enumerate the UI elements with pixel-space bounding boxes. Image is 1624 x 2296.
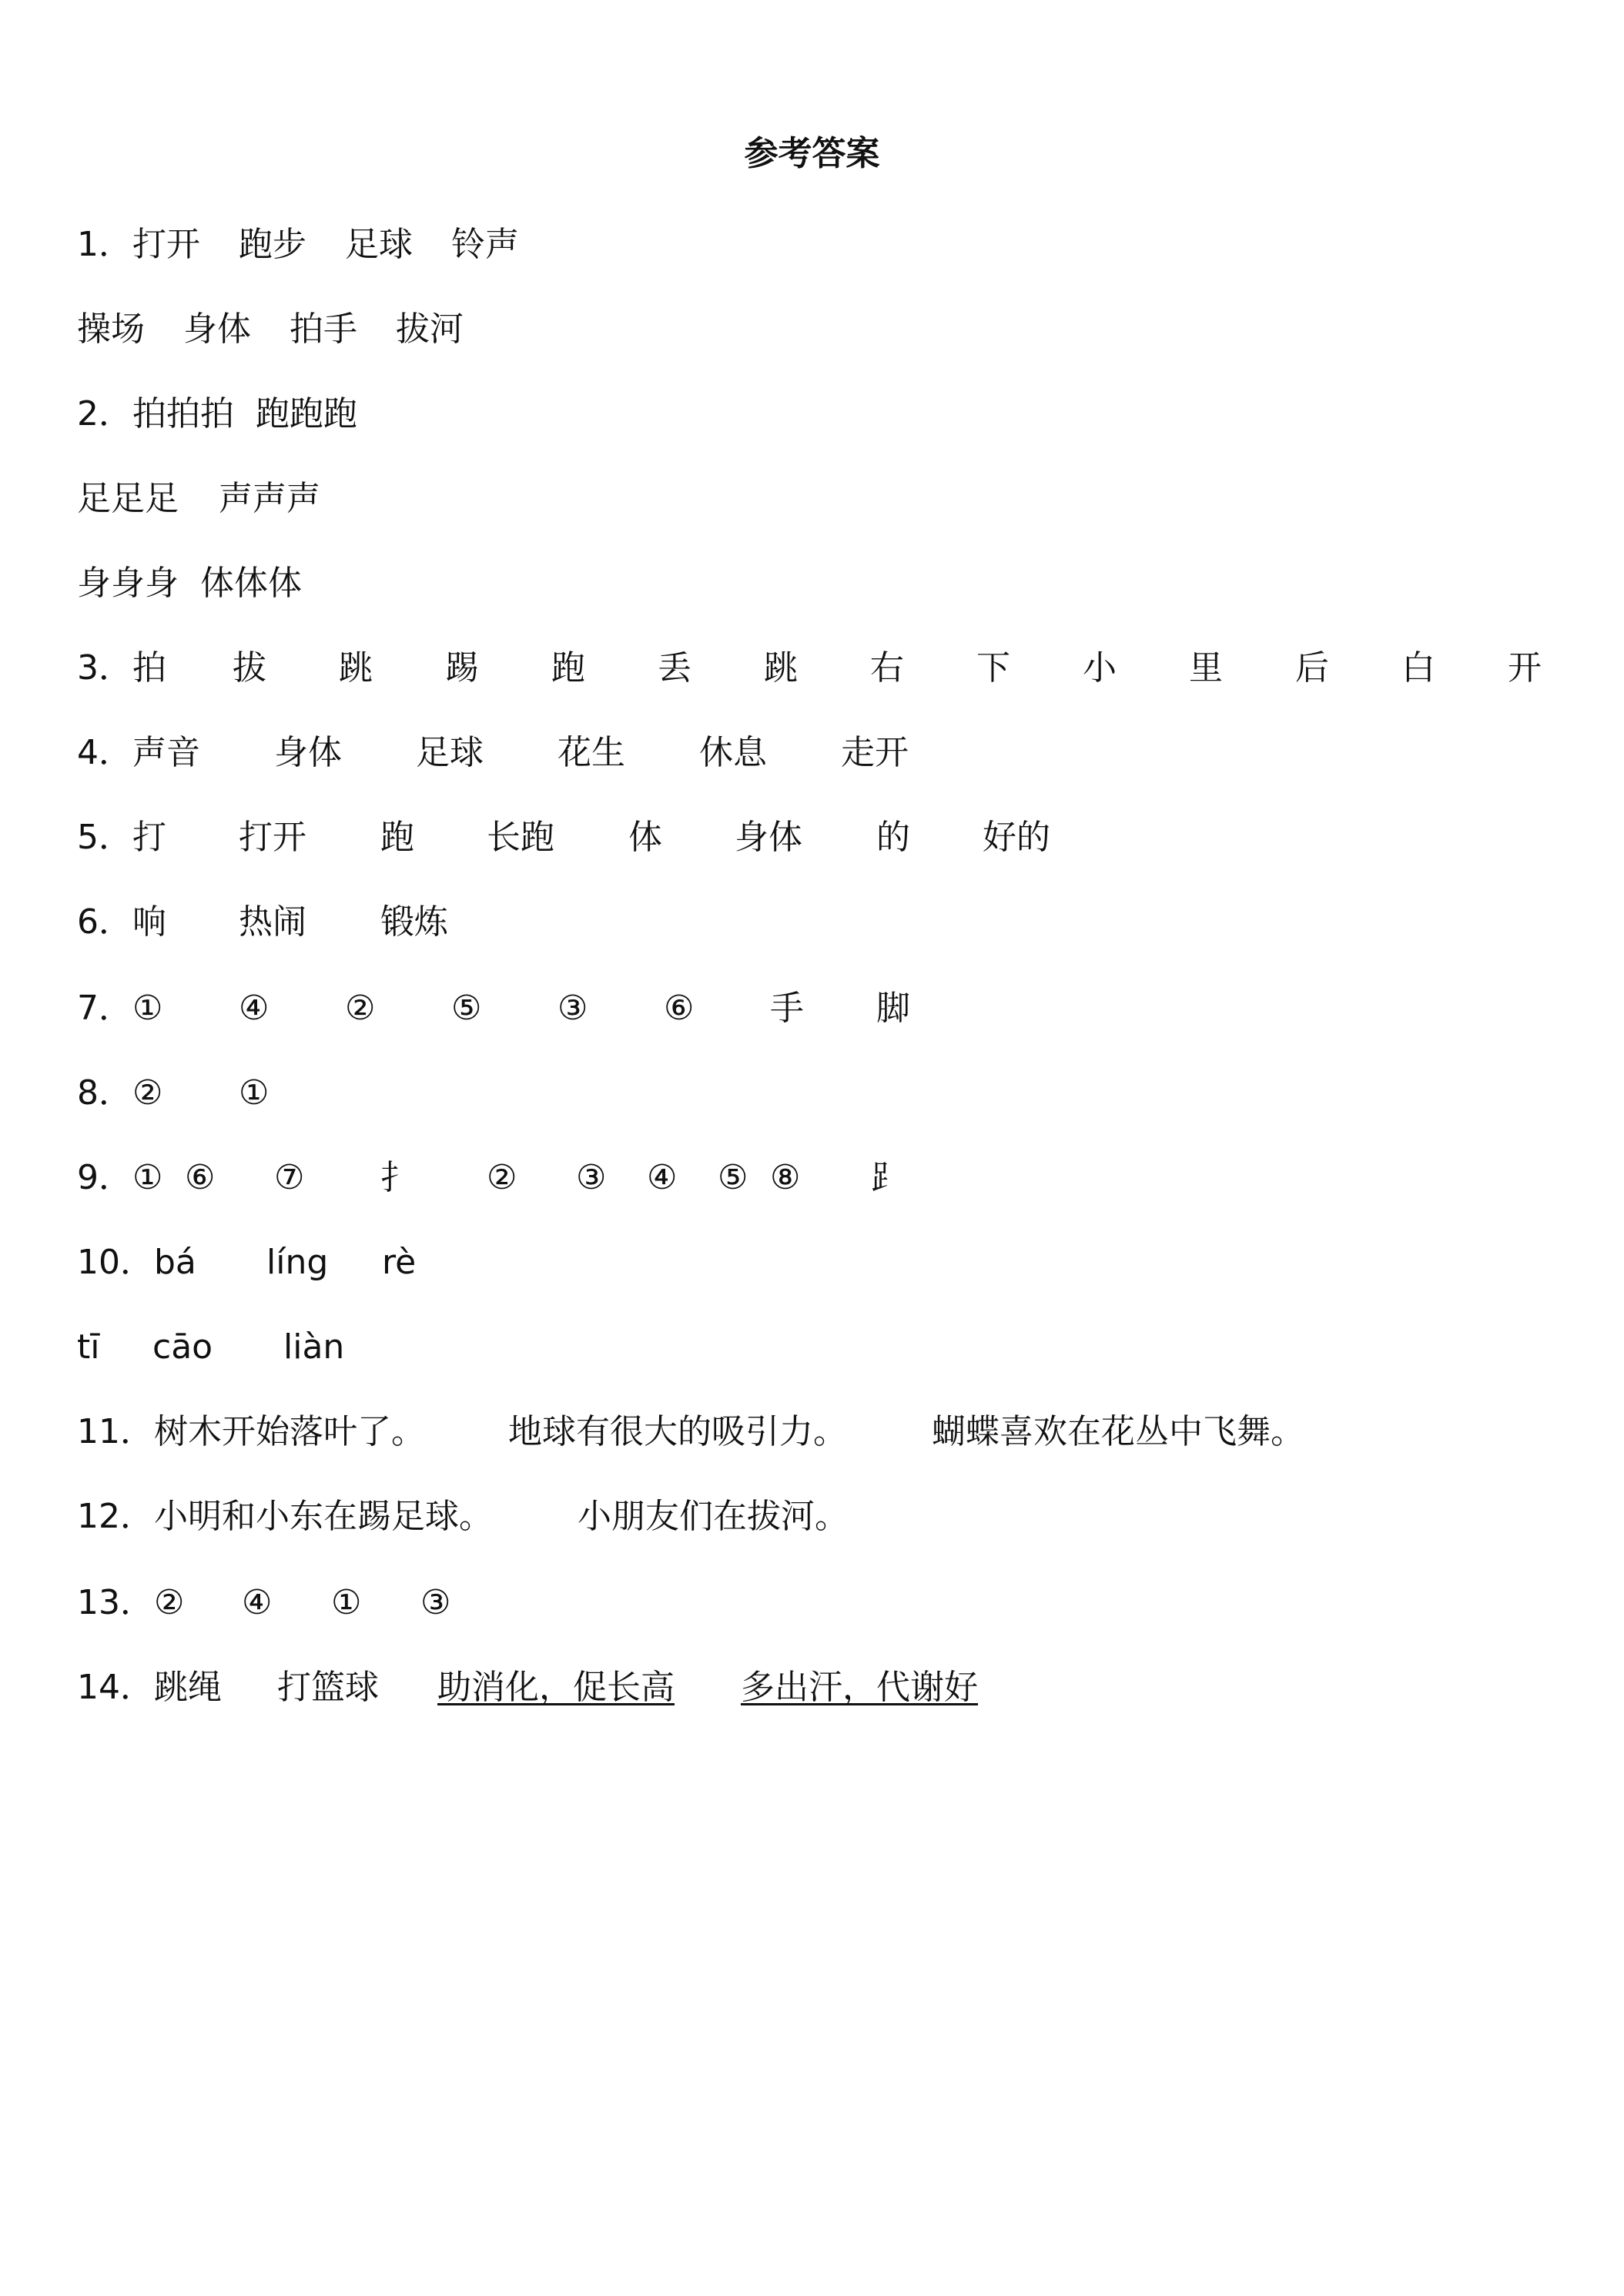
answer-token: 下 — [976, 648, 1010, 688]
answer-token: 足足足 — [77, 479, 179, 518]
answer-token: 身体 — [735, 818, 802, 857]
answer-token: 4．声音 — [77, 733, 200, 772]
answer-token: 白 — [1401, 648, 1435, 688]
answer-token: ② — [487, 1158, 517, 1197]
answer-token: 丢 — [658, 648, 691, 688]
answer-token: 5．打 — [77, 818, 166, 857]
answer-token: ④ — [242, 1583, 273, 1622]
answer-token: líng — [266, 1243, 329, 1282]
answer-token: 锻炼 — [380, 902, 448, 942]
answer-token: 身体 — [274, 733, 342, 772]
answer-token: 拍手 — [290, 310, 357, 349]
answer-token: 操场 — [77, 310, 145, 349]
answer-token: 地球有很大的吸引力。 — [508, 1412, 847, 1451]
answer-token: 右 — [870, 648, 904, 688]
answer-token: 身身身 — [77, 564, 179, 603]
answer-token: 跑跑跑 — [256, 394, 357, 433]
answer-token: 拔河 — [396, 310, 464, 349]
answer-token: 足球 — [416, 733, 484, 772]
answer-token: 跑步 — [239, 225, 306, 264]
answer-token: 6．响 — [77, 902, 166, 942]
answer-token: tī — [77, 1327, 100, 1367]
answer-token: ⑤ — [451, 989, 482, 1028]
answer-token: 打篮球 — [277, 1668, 379, 1707]
answer-token: 体 — [628, 818, 662, 857]
answer-token: 声声声 — [219, 479, 320, 518]
answer-token: ③ — [576, 1158, 607, 1197]
answer-token: 热闹 — [239, 902, 306, 942]
answer-token: 13．② — [77, 1583, 185, 1622]
answer-token: 身体 — [183, 310, 251, 349]
answer-token: 走开 — [841, 733, 909, 772]
answer-token: 10．bá — [77, 1243, 196, 1282]
answer-token: 蝴蝶喜欢在花丛中飞舞。 — [932, 1412, 1304, 1451]
answer-token: 3．拍 — [77, 648, 166, 688]
answer-token: 14．跳绳 — [77, 1668, 222, 1707]
answer-token: 开 — [1508, 648, 1542, 688]
answer-token-underlined: 多出汗，代谢好 — [741, 1668, 978, 1707]
answer-token: liàn — [283, 1327, 345, 1367]
answer-token: 小朋友们在拔河。 — [578, 1497, 849, 1536]
answer-token: 足球 — [345, 225, 413, 264]
answer-token: 体体体 — [200, 564, 302, 603]
answer-token: ③ — [420, 1583, 451, 1622]
answer-token: 休息 — [699, 733, 767, 772]
answer-token: 的 — [876, 818, 910, 857]
answer-token: 好的 — [983, 818, 1050, 857]
answer-token: 里 — [1189, 648, 1223, 688]
answer-token: 跳 — [339, 648, 373, 688]
answer-token: 跳 — [764, 648, 798, 688]
answer-token: 12．小明和小东在踢足球。 — [77, 1497, 493, 1536]
answer-token: 铃声 — [451, 225, 519, 264]
answer-token: ⑧ — [770, 1158, 801, 1197]
answer-token: ③ — [558, 989, 588, 1028]
answer-token-underlined: 助消化，促长高 — [437, 1668, 675, 1707]
answer-token: 跑 — [380, 818, 414, 857]
answer-token: rè — [382, 1243, 417, 1282]
answer-token: 后 — [1295, 648, 1329, 688]
answer-token: 踢 — [445, 648, 479, 688]
answer-token: 2．拍拍拍 — [77, 394, 234, 433]
answer-token: ⑥ — [664, 989, 695, 1028]
answer-token: 打开 — [239, 818, 306, 857]
answer-token: 跑 — [551, 648, 585, 688]
answer-token: ① — [239, 1073, 270, 1113]
answer-token: 手 — [770, 989, 804, 1028]
answer-token: cāo — [152, 1327, 213, 1367]
answer-token: ① — [331, 1583, 362, 1622]
answer-token: 花生 — [558, 733, 625, 772]
answer-token: 11．树木开始落叶了。 — [77, 1412, 425, 1451]
answer-token: 长跑 — [487, 818, 554, 857]
answer-token: 1．打开 — [77, 225, 200, 264]
answer-token: ⑤ — [718, 1158, 748, 1197]
answer-token: 8．② — [77, 1073, 163, 1113]
answer-token: ⑥ — [185, 1158, 216, 1197]
answer-token: 9．① — [77, 1158, 163, 1197]
answer-token: ⻊ — [870, 1158, 904, 1197]
answer-token: ④ — [239, 989, 270, 1028]
answer-token: 7．① — [77, 989, 163, 1028]
page-title: 参考答案 — [744, 134, 880, 173]
answer-token: ④ — [647, 1158, 678, 1197]
answer-token: 脚 — [876, 989, 910, 1028]
answer-token: ② — [345, 989, 376, 1028]
answer-token: ⑦ — [274, 1158, 305, 1197]
answer-token: 小 — [1083, 648, 1117, 688]
answer-token: 扌 — [380, 1158, 414, 1197]
answer-token: 拔 — [233, 648, 266, 688]
